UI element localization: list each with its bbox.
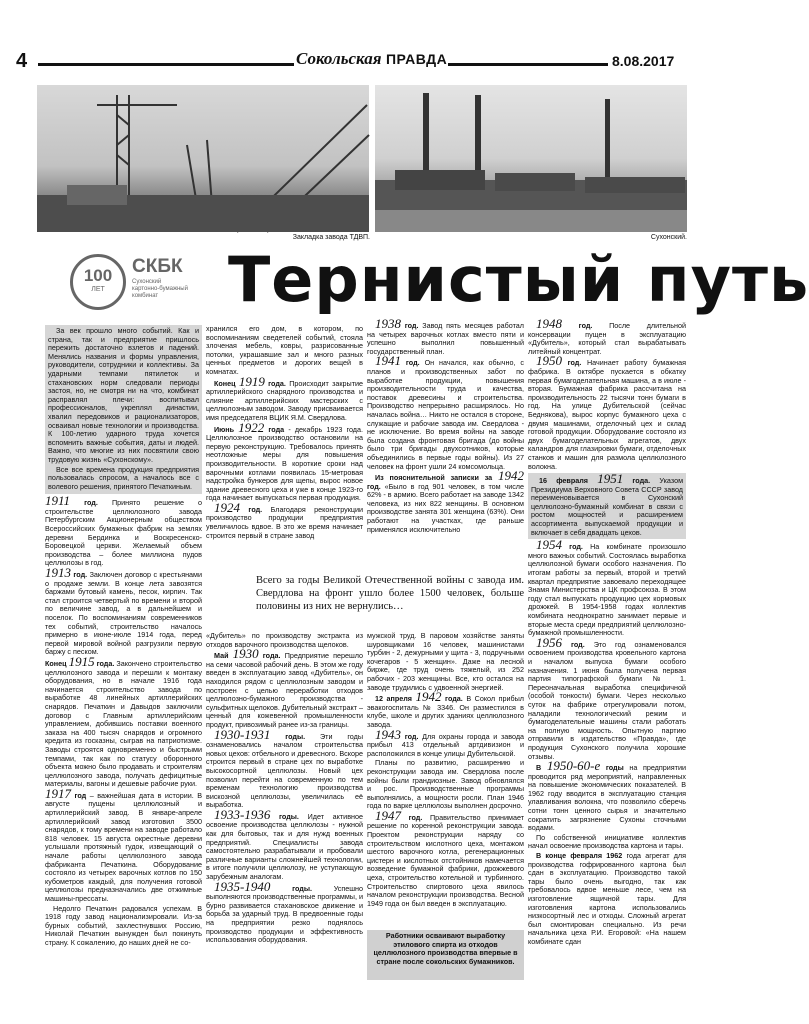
event-1930: Май 1930 года. Предприятие перешло на семи часовой рабочий день. В этом же году введен в эксплуатацию завод «Дубитель», он находился рядом с целлюлозным заводом и построен с целью переработки отходов целлюлозно-бумажного производства - сульфитных щелоков. Дубительный экстракт – ценный для кожевенной промышленности продукт, привозимый ранее из-за границы.	[206, 646, 364, 729]
event-1941: 1941 год. Он начался, как обычно, с планов и производственных забот по выработке продукции, повышения производительности труда и качества, поставок древесины и строительства. Производство непрерывно расширялось. Но началась война… Никто не остался в стороне, служащие и рабочие завода им. Свердлова - не исключение. Во время войны на заводе была создана фронтовая бригада (до войны было три бригады двухсотников, которые объединились в первые годы войны). Из 27 человек на фронт ушли 24 комсомольца.	[367, 353, 524, 471]
masthead	[296, 49, 446, 75]
header-rule	[38, 63, 294, 66]
logo-number: 100	[83, 266, 113, 285]
event-1947: 1947 год. Правительство принимает решение по коренной реконструкции завода. Проектом реконструкции наряду со строительством кислотного цеха, монтажом шестого варочного котла, регенерационных цистерн и кислотных отстойников намечается возведение бумажной фабрики, дрожжевого цеха, строительство котельной и турбинного. Строительство спиртового цеха явилось началом реконструкции производства. Весной 1949 года он был введен в эксплуатацию.	[367, 807, 524, 908]
column-2-continuation: хранился его дом, в котором, по воспоминаниям сведетелей событий, стояла злоченая мебель, ковры, разрисованные потолки, украшавшие зал и много разных ценных предметов и дорогих вещей в комнатах.	[206, 324, 363, 376]
headline: Тернистый путь	[228, 243, 809, 316]
event-1948: 1948 год. После длительной консервации пущен в эксплуатацию «Дубитель», который стал вырабатывать литейный концентрат.	[528, 316, 687, 356]
header-rule-right	[448, 63, 608, 66]
logo-circle	[70, 254, 126, 310]
event-1917: 1917 год – важнейшая дата в истории. В августе пущены целлюлозный и артиллерийский завод. В январе-апреле артиллерийский завод изготовил 3500 снарядов, к тому времени на заводе работало 818 человек. 15 августа окрестные деревни услышали протяжный гудок, извещающий о начале работы целлюлозного завода фабриканта Печаткина. Оборудование состояло из четырех варочных котлов по 150 кубометров каждый, для получения готовой целлюлозы предназначались две отжимные машины-прессаты.	[45, 785, 203, 903]
logo-line1: Сухонский	[132, 279, 162, 285]
column-2	[206, 325, 363, 575]
event-1938: 1938 год. Завод пять месяцев работал на четырех варочных котлах вместо пяти и успешно выполнил повышенный государственный план.	[367, 316, 524, 356]
event-1913: 1913 год. Заключен договор с крестьянами о продаже земли. В конце лета завозятся баржами бутовый камень, песок, кирпич. Так стал строится четвертый по времени и второй по величине завод, а в дальнейшем и поселок. По воспоминаниям современников тех событий, строительство началось примерно в июне-июле 1914 года, перед первой мировой войной разгрузили первую баржу с песком.	[45, 565, 203, 657]
event-1962: В конце февраля 1962 года агрегат для производства гофрированного картона был сдан в эксплуатацию. Производство такой тары было очень выгодно, так как требовалось вдвое меньше лесе, чем на изготовление ящичной тары. Для изготовления картона использовались низкосортный лес и отходы. Сложный агрегат был смонтирован специально. Из речи начальника цеха Р.И. Егоровой: «На нашем комбинате сдан	[528, 851, 687, 946]
event-1930-1931: 1930-1931 годы. Эти годы ознаменовались началом строительства новых цехов: отбельного и древесного. Вскоре строится первый в стране цех по выработке высокосортной целлюлозы. Новый цех позволил перейти на современную по тем временам технологию производства вискозной целлюлозы, увеличилась её выработка.	[206, 726, 364, 810]
column-b-continuation: мужской труд. В паровом хозяйстве заняты шуровщиками 16 человек, машинистами турбин - 2, дежурными у щита - 3, подручными кочегаров - 5 женщин». Даже на лесной бирже, где труд очень тяжелый, из 252 рабочих - 203 женщины. Все, кто остался на заводе трудились с удвоенной энергией.	[367, 631, 524, 692]
masthead-right: ПРАВДА	[385, 51, 448, 67]
column-a	[206, 632, 363, 982]
anniversary-logo	[70, 254, 220, 314]
logo-line2: картонно-бумажный	[132, 286, 188, 292]
event-1917-continued: Недолго Печаткин радовался успехам. В 1918 году завод национализировали. Из-за бурных событий, захлестнувших Россию, Николай Печаткин вынужден был покинуть страну. К сожалению, до наших дней не со-	[45, 903, 202, 947]
lead-paragraph-2: Все все времена продукция предприятия пользовалась спросом, а началось все с волевого решения, принятого Печаткиным.	[48, 464, 199, 491]
photo-construction	[37, 85, 369, 232]
event-1942: Из пояснительной записки за 1942 год. «Было в год 901 человек, в том числе 62% - в армию. Всего работает на заводе 1342 человека, из них 822 женщины. В основном производстве занята 301 женщина (63%). Они работают на участках, где раньше применялся исключительно	[367, 468, 524, 534]
event-1956: 1956 год. Это год ознаменовался освоением производства кровельного картона и началом выпуска бумаги особого назначения. 1 июня была получена первая партия типографской бумаги № 1. Переоначальная выработка специфичной (особой тонкости) бумаги. Через несколько суток на фабрике отрегулировали потом, наладили технологический режим и бумагоделательные машины стали работать на полную мощность. Опытную партию отправили в издательство «Правда», где продукция Сухонского получила хорошие отзывы.	[528, 634, 686, 761]
construction-scene	[37, 85, 369, 232]
event-1950-60s: В 1950-60-е годы на предприятии проводится ряд мероприятий, направленных на повышение экономических показателей. В 1962 году вводится в эксплуатацию станция улавливания волокна, что позволило сберечь сотни тонн ценного сырья и значительно сократить загрязнение Сухоны сточными водами.	[528, 758, 686, 833]
column-b	[367, 632, 524, 927]
column-4	[528, 316, 687, 982]
event-1954: 1954 год. На комбинате произошло много важных событий. Состоялась выработка целлюлозной бумаги особого назначения. По итогам работы за первый, второй и третий квартал предприятие завоевало переходящее Знамя Министерства и ЦК профсоюза. В этом году стал выпускать продукцию цех кормовых дрожжей. В 1954-1958 годах коллектив комбината неоднократно занимает первые и вторые места среди предприятий целлюлозно-бумажной промышленности.	[528, 537, 687, 638]
lead-box	[45, 325, 202, 494]
event-1950: 1950 год. Начинает работу бумажная фабрика. В октябре пускается в обкатку первая бумагоделательная машина, а в июле - вторая. Бумажная фабрика рассчитана на производительность 22 тысячи тонн бумаги в год. На улице Дубительской (сейчас Беднякова), вырос корпус бумажного цеха с двумя машинами, отделочный цех и склад готовой продукции. Оборудование состояло из двух бумагоделательных агрегатов, двух каландров для глазировки бумаги, отделочных станков и машин для размола целлюлозного волокна.	[528, 353, 686, 471]
photo-caption-2: Сухонский.	[650, 234, 687, 241]
event-1935-1940: 1935-1940 годы. Успешно выполняются производственные программы, и бурно развивается стахановское движение и борьба за ударный труд. В предвоенные годы на предприятии резко поднялось производство продукции и эффективность использования оборудования.	[206, 878, 363, 945]
event-1933-1936: 1933-1936 годы. Идет активное освоение производства целлюлозы - нужной как для бытовых, так и для нужд военных предприятий. Специалисты завода самостоятельно разрабатывали и пробовали различные варианты сложнейшей технологии, в итоге получили целлюлозу, не уступающую зарубежным аналогам.	[206, 806, 363, 882]
event-1960s-continued: По собственной инициативе коллектив начал освоение производства картона и тары.	[528, 832, 686, 851]
logo-line3: комбинат	[132, 293, 159, 299]
column-3	[367, 316, 524, 572]
lead-paragraph-1: За век прошло много событий. Как и страна, так и предприятие пришлось пережить достаточно взлетов и падений. Менялись названия и формы управления, руководители, сотрудники и коллективы. За ударными темпами пятилеток и стахановских норм следовали периоды застоя, но, не смотря ни на что, комбинат расправлял плечи: воспитывал профессионалов, укреплял династии, хвалил передовиков и рационализаторов, осваивал новые технологии и производства. К 100-летию ударного труда хочется вспомнить важные события, даты и людей. Важно, что многие из них посвятили свою трудовую жизнь «Сухонскому».	[48, 326, 199, 464]
column-a-continuation: «Дубитель» по производству экстракта из отходов варочного производства щелоков.	[206, 631, 363, 649]
event-1911: 1911 год. Принято решение о строительстве целлюлозного завода Петербургским Акционерным обществом Всероссийских бумажных фабрик на землях деревни Бердинка и Воскресенско-Боровецкой церкви. Желаемый объем производства – более миллиона пудов целлюлозы в год.	[45, 493, 203, 568]
event-1943: 1943 год. Для охраны города и завода прибыл 413 отдельный артдивизион и расположился в конце улицы Дубительской.	[367, 726, 525, 758]
event-1951-text: Указом Президиума Верховного Совета СССР завод переименовывается в Сухонский целлюлозно-бумажный комбинат в связи с ростом мощностей и расширением ассортимента выпускаемой продукции и включает в себя двадцать цехов.	[531, 476, 684, 537]
column-1	[45, 325, 202, 980]
event-1951-box: 16 февраля 1951 года. Указом Президиума Верховного Совета СССР завод переименовывается в Сухонский целлюлозно-бумажный комбинат в связи с ростом мощностей и расширением ассортимента выпускаемой продукции и включает в себя двадцать цехов.	[528, 473, 686, 539]
event-1924: 1924 год. Благодаря реконструкции производство продукции предприятия увеличилось вдвое. В это же время начинает строится первый в стране завод	[206, 499, 364, 540]
photo-caption-1: Закладка завода ТДВП.	[292, 234, 370, 241]
event-1915: Конец 1915 года. Закончено строительство целлюлозного завода и перешли к монтажу оборудования, но в начале 1916 года начинается строительство завода по выработке 48 линейных артиллерийских снарядов. Печаткин и Давыдов заключили договор с Главным артиллерийским управлением, добившись поставки военного заказа на 400 тысяч снарядов и огромного кредита из госказны, сыграв на патриотизме. Заводы строятся одновременно и быстрыми темпами, так как по статусу оборонного объекта можно было продавать и строителям целлюлозного завода, получать дефицитные материалы, вагоны и дешевые рабочие руки.	[45, 653, 203, 789]
factory-scene	[375, 85, 687, 232]
page-number: 4	[16, 50, 28, 72]
event-1943-continued: Планы по развитию, расширению и реконструкции завода им. Свердлова после войны были грандиозные. Завод обновлялся и рос. Производственные программы выполнялись, а мощности росли. План 1946 года по варке целлюлозы выполнен досрочно.	[367, 758, 524, 811]
highlight-box: Работники осваивают выработку этилового спирта из отходов целлюлозного производства впервые в стране после сокольских бумажников.	[367, 930, 524, 980]
issue-date: 8.08.2017	[612, 53, 675, 69]
photo-factory	[375, 85, 687, 232]
event-1922: Июнь 1922 года - декабрь 1923 года. Целлюлозное производство остановили на первую реконструкцию. Требовалось принять неотложные меры для повышения производительности. В короткие сроки над варочными котлами появилась 15-метровая надстройка бункеров для щепы, вырос новое здание древесного цеха и уже в конце 1923-го года начинает выпускаться первая продукция.	[206, 419, 363, 503]
logo-years: ЛЕТ	[91, 286, 105, 293]
masthead-left: Сокольская	[296, 49, 382, 68]
event-1942-april: 12 апреля 1942 года. В Сокол прибыл эвакогоспиталь № 3346. Он разместился в клубе, школе и других зданиях целлюлозного завода.	[367, 689, 524, 729]
logo-abbr: СКБК	[132, 256, 183, 277]
pull-quote: Всего за годы Великой Отечественной войны с завода им. Свердлова на фронт ушло более 1500 человек, больше половины из них не вернулись…	[256, 575, 524, 612]
event-1919: Конец 1919 года. Происходит закрытие артиллерийского снарядного производства и слияние артиллерийских мастерских с целлюлозным заводом. Заводу присваивается имя председателя ВЦИК Я.М. Свердлова.	[206, 373, 364, 422]
event-1951-date: 16 февраля	[539, 476, 588, 486]
